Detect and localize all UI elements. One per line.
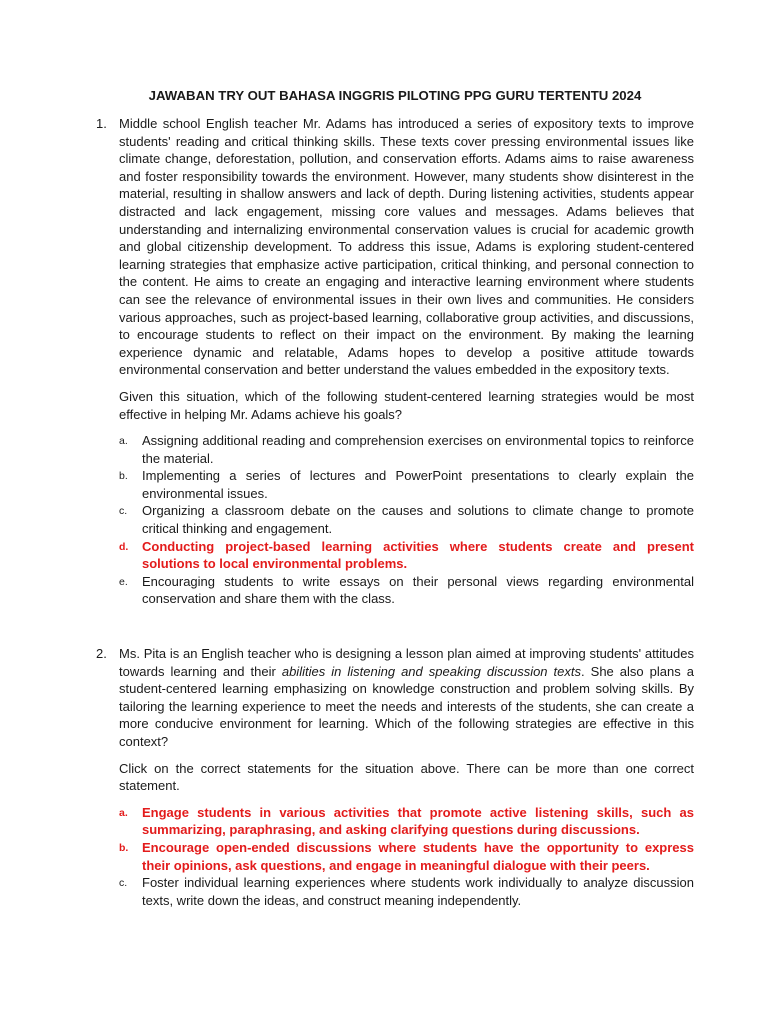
option-text: Organizing a classroom debate on the causes and solutions to climate change to promote critical thinking and engagement.	[142, 503, 694, 537]
passage-text: . She also plans a student-centered learning emphasizing on knowledge construction and problem solving skills. By tailoring the learning experience to meet the needs and interests of the students, she can create a more conducive environment for learning. Which of the following strategies are effective in this context?	[119, 663, 694, 749]
question-body	[119, 645, 694, 909]
question-passage	[119, 645, 694, 751]
question-prompt: Click on the correct statements for the situation above. There can be more than one correct statement.	[119, 760, 694, 794]
option-letter: d.	[119, 540, 129, 553]
question-number: 1.	[96, 116, 107, 131]
option-text: Foster individual learning experiences where students work individually to analyze discussion texts, write down the ideas, and construct meaning independently.	[142, 875, 694, 908]
question-1	[96, 115, 694, 608]
option-text: Implementing a series of lectures and PowerPoint presentations to clearly explain the environmental issues.	[142, 468, 694, 501]
question-prompt: Given this situation, which of the following student-centered learning strategies would be most effective in helping Mr. Adams achieve his goals?	[119, 388, 694, 422]
option-a-correct-answer[interactable]	[119, 804, 694, 839]
option-text: Encouraging students to write essays on their personal views regarding environmental conservation and share them with the class.	[142, 573, 694, 607]
option-letter: a.	[119, 435, 128, 448]
option-letter: b.	[119, 841, 129, 854]
option-letter: a.	[119, 806, 128, 819]
option-letter: e.	[119, 575, 128, 588]
page-title: JAWABAN TRY OUT BAHASA INGGRIS PILOTING PPG GURU TERTENTU 2024	[148, 88, 642, 103]
question-number: 2.	[96, 646, 107, 661]
question-body	[119, 115, 694, 608]
answer-options	[119, 804, 694, 910]
option-text: Engage students in various activities that promote active listening skills, such as summarizing, paraphrasing, and asking clarifying questions during discussions.	[142, 804, 694, 838]
option-a[interactable]	[119, 432, 694, 467]
option-b-correct-answer[interactable]	[119, 839, 694, 874]
option-b[interactable]	[119, 467, 694, 502]
option-text: Encourage open-ended discussions where students have the opportunity to express their opinions, ask questions, and engage in meaningful dialogue with their peers.	[142, 839, 694, 873]
option-letter: c.	[119, 877, 128, 890]
answer-options	[119, 432, 694, 608]
option-e[interactable]	[119, 573, 694, 608]
option-d-correct-answer[interactable]	[119, 538, 694, 573]
passage-text: Ms. Pita is an English teacher who is designing a lesson plan aimed at improving students' attitudes towards learning and their	[119, 646, 694, 679]
option-letter: b.	[119, 470, 128, 483]
option-text: Conducting project-based learning activities where students create and present solutions to local environmental problems.	[142, 538, 694, 572]
question-passage: Middle school English teacher Mr. Adams has introduced a series of expository texts to improve students' reading and critical thinking skills. These texts cover pressing environmental issues like climate change, deforestation, pollution, and conservation efforts. Adams aims to raise awareness and foster responsibility towards the environment. However, many students show disinterest in the material, resulting in shallow answers and lack of depth. During listening activities, students appear distracted and lack engagement, missing core values and messages. Adams believes that understanding and internalizing environmental conservation values is crucial for academic growth and global citizenship development. To address this issue, Adams is exploring student-centered learning strategies that emphasize active participation, critical thinking, and personal connection to the content. He aims to create an engaging and interactive learning environment where students can see the relevance of environmental issues in their own lives and communities. He considers various approaches, such as project-based learning, collaborative group activities, and discussions, to encourage students to reflect on their impact on the environment. By making the learning experience dynamic and relatable, Adams hopes to develop a positive attitude towards environmental conservation and better understand the values embedded in the expository texts.	[119, 116, 694, 378]
option-c[interactable]	[119, 502, 694, 537]
question-2	[96, 645, 694, 909]
option-letter: c.	[119, 505, 128, 518]
passage-italic-text: abilities in listening and speaking discussion texts	[281, 663, 582, 679]
option-text: Assigning additional reading and comprehension exercises on environmental topics to reinforce the material.	[142, 433, 694, 466]
option-c[interactable]	[119, 874, 694, 909]
